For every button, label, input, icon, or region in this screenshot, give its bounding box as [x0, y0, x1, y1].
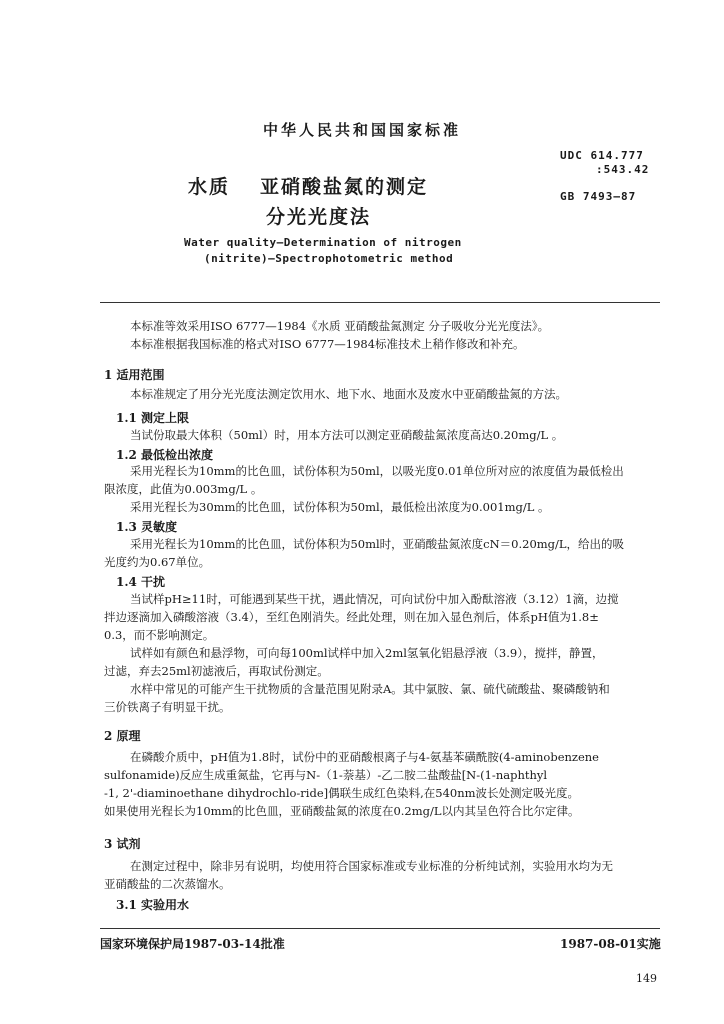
header-divider [100, 302, 660, 303]
section-1-3-line: 采用光程长为10mm的比色皿，试份体积为50ml时，亚硝酸盐氮浓度cN＝0.20mg/L，给出的吸 [130, 537, 625, 551]
section-3-1-heading: 3.1 实验用水 [116, 898, 190, 912]
section-1-2-line: 限浓度，此值为0.003mg/L 。 [104, 482, 263, 496]
section-3-heading: 3 试剂 [104, 837, 141, 851]
udc-number-continued: :543.42 [596, 163, 650, 176]
document-title-line1 [188, 172, 428, 199]
section-2-line: sulfonamide)反应生成重氮盐，它再与N-（1-萘基）-乙二胺二盐酸盐[N-(1-naphthyl [104, 768, 548, 782]
section-1-2-line: 采用光程长为10mm的比色皿，试份体积为50ml，以吸光度0.01单位所对应的浓度值为最低检出 [130, 464, 624, 478]
section-1-3-line: 光度约为0.67单位。 [104, 555, 211, 569]
implementation-date: 1987-08-01实施 [560, 937, 661, 951]
section-1-1-heading: 1.1 测定上限 [116, 411, 190, 425]
section-1-2-heading: 1.2 最低检出浓度 [116, 448, 214, 462]
section-1-4-line: 过滤，弃去25ml初滤液后，再取试份测定。 [104, 664, 329, 678]
intro-paragraph-1: 本标准等效采用ISO 6777—1984《水质 亚硝酸盐氮测定 分子吸收分光光度法》。 [130, 319, 550, 333]
section-1-4-line: 三价铁离子有明显干扰。 [104, 700, 231, 714]
section-1-2-line: 采用光程长为30mm的比色皿，试份体积为50ml，最低检出浓度为0.001mg/L 。 [130, 500, 550, 514]
section-1-heading: 1 适用范围 [104, 368, 165, 382]
page-number: 149 [636, 972, 657, 985]
footer-divider [100, 928, 660, 929]
english-title-line1: Water quality—Determination of nitrogen [184, 236, 462, 249]
section-1-3-heading: 1.3 灵敏度 [116, 520, 178, 534]
title-subject: 水质 [188, 176, 231, 198]
section-1-4-heading: 1.4 干扰 [116, 575, 166, 589]
section-2-line: 如果使用光程长为10mm的比色皿，亚硝酸盐氮的浓度在0.2mg/L以内其呈色符合比尔定律。 [104, 804, 580, 818]
section-1-1-text: 当试份取最大体积（50ml）时，用本方法可以测定亚硝酸盐氮浓度高达0.20mg/L 。 [130, 428, 564, 442]
document-title-line2: 分光光度法 [266, 206, 372, 228]
section-1-4-line: 水样中常见的可能产生干扰物质的含量范围见附录A。其中氯胺、氯、硫代硫酸盐、聚磷酸钠和 [130, 682, 610, 696]
section-1-4-line: 0.3，而不影响测定。 [104, 628, 215, 642]
section-1-4-line: 当试样pH≥11时，可能遇到某些干扰，遇此情况，可向试份中加入酚酞溶液（3.12）1滴，边搅 [130, 592, 619, 606]
title-topic: 亚硝酸盐氮的测定 [260, 176, 429, 198]
intro-paragraph-2: 本标准根据我国标准的格式对ISO 6777—1984标准技术上稍作修改和补充。 [130, 337, 525, 351]
udc-number: UDC 614.777 [560, 149, 644, 162]
approval-date: 国家环境保护局1987-03-14批准 [100, 937, 285, 951]
section-1-4-line: 拌边逐滴加入磷酸溶液（3.4），至红色刚消失。经此处理，则在加入显色剂后，体系pH值为1.8± [104, 610, 599, 624]
section-2-line: 在磷酸介质中，pH值为1.8时，试份中的亚硝酸根离子与4-氨基苯磺酰胺(4-aminobenzene [130, 750, 599, 764]
section-3-line: 在测定过程中，除非另有说明，均使用符合国家标准或专业标准的分析纯试剂，实验用水均为无 [130, 859, 613, 873]
section-1-text: 本标准规定了用分光光度法测定饮用水、地下水、地面水及废水中亚硝酸盐氮的方法。 [130, 387, 567, 401]
country-standard-heading: 中华人民共和国国家标准 [262, 121, 461, 139]
gb-standard-number: GB 7493—87 [560, 190, 637, 203]
section-2-heading: 2 原理 [104, 729, 141, 743]
section-3-line: 亚硝酸盐的二次蒸馏水。 [104, 877, 231, 891]
section-2-line: -1, 2'-diaminoethane dihydrochlo-ride]偶联生成红色染料,在540nm波长处测定吸光度。 [104, 786, 580, 800]
english-title-line2: (nitrite)—Spectrophotometric method [204, 252, 454, 265]
section-1-4-line: 试样如有颜色和悬浮物，可向每100ml试样中加入2ml氢氧化铝悬浮液（3.9），搅拌，静置， [130, 646, 604, 660]
